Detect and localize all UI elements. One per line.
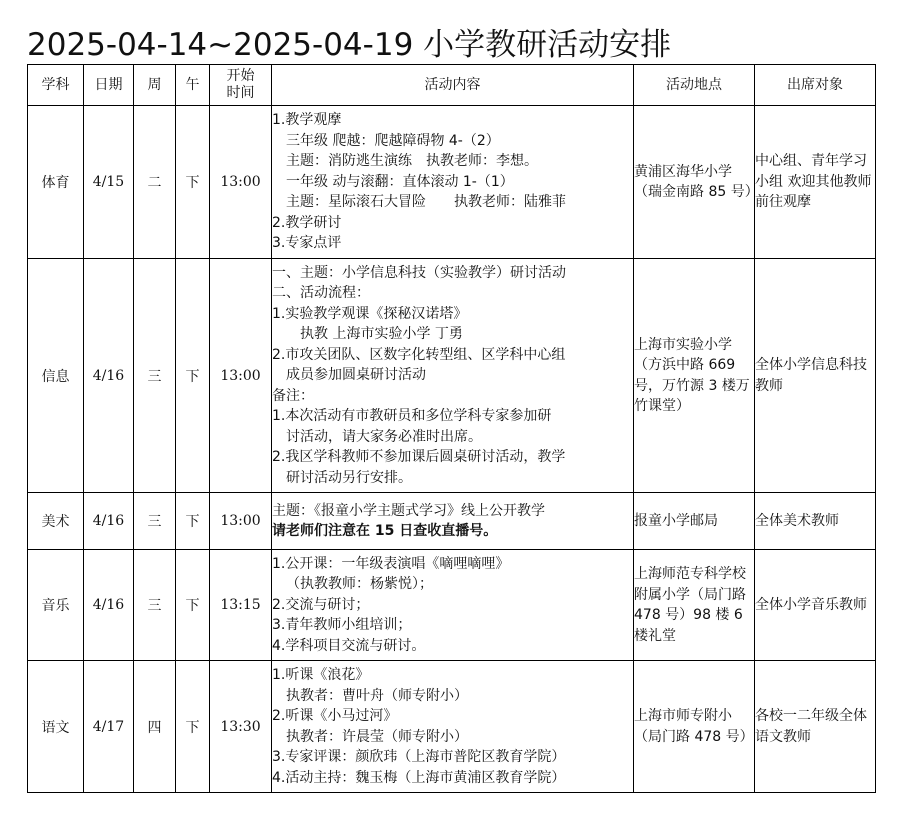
cell-audience xyxy=(755,493,876,550)
cell-weekday: 三 xyxy=(134,550,176,661)
content-line: 4.学科项目交流与研讨。 xyxy=(272,637,426,654)
cell-time: 13:00 xyxy=(210,259,272,493)
header-start-time xyxy=(210,65,272,106)
cell-content xyxy=(272,661,634,793)
cell-location xyxy=(634,550,755,661)
header-row xyxy=(28,65,876,106)
content-line: 1.听课《浪花》 xyxy=(272,667,370,683)
content-line: 4.活动主持：魏玉梅（上海市黄浦区教育学院） xyxy=(272,769,566,786)
audience-text: 中心组、青年学习小组 欢迎其他教师前往观摩 xyxy=(755,153,872,211)
content-line: 主题：星际滚石大冒险 执教老师：陆雅菲 xyxy=(286,194,566,211)
content-line: 2.教学研讨 xyxy=(272,214,342,231)
content-line: 成员参加圆桌研讨活动 xyxy=(286,367,426,384)
cell-weekday: 二 xyxy=(134,106,176,259)
content-line: 2.市攻关团队、区数字化转型组、区学科中心组 xyxy=(272,346,566,363)
content-line: 一年级 动与滚翻：直体滚动 1-（1） xyxy=(286,173,514,190)
cell-date: 4/16 xyxy=(84,550,134,661)
cell-halfday: 下 xyxy=(176,661,210,793)
cell-time: 13:00 xyxy=(210,106,272,259)
content-line: 执教者：曹叶舟（师专附小） xyxy=(286,687,468,704)
content-line: 2.听课《小马过河》 xyxy=(272,708,398,724)
content-line: 执教者：许晨莹（师专附小） xyxy=(286,728,468,745)
audience-text: 各校一二年级全体语文教师 xyxy=(755,708,867,745)
location-text: 上海师范专科学校附属小学（局门路 478 号）98 楼 6 楼礼堂 xyxy=(634,566,746,644)
cell-time: 13:00 xyxy=(210,493,272,550)
cell-weekday: 三 xyxy=(134,493,176,550)
content-line: 备注： xyxy=(272,387,314,404)
cell-date: 4/17 xyxy=(84,661,134,793)
content-line: 1.教学观摩 xyxy=(272,112,342,129)
cell-audience xyxy=(755,661,876,793)
schedule-table xyxy=(27,64,876,793)
content-line: 研讨活动另行安排。 xyxy=(286,469,412,486)
content-line: 3.专家评课：颜欣玮（上海市普陀区教育学院） xyxy=(272,749,566,765)
content-line: 讨活动，请大家务必准时出席。 xyxy=(286,428,482,445)
table-row xyxy=(28,661,876,793)
cell-audience xyxy=(755,106,876,259)
location-text: 上海市实验小学（方浜中路 669 号，万竹源 3 楼万竹课堂） xyxy=(634,336,750,414)
header-location: 活动地点 xyxy=(634,65,755,106)
content-line: 2.交流与研讨； xyxy=(272,596,370,613)
header-audience: 出席对象 xyxy=(755,65,876,106)
content-line: 主题：《报童小学主题式学习》线上公开教学 xyxy=(272,502,545,519)
cell-halfday: 下 xyxy=(176,106,210,259)
content-line: 1.本次活动有市教研员和多位学科专家参加研 xyxy=(272,408,552,425)
content-line: 2.我区学科教师不参加课后圆桌研讨活动，教学 xyxy=(272,449,566,466)
cell-location xyxy=(634,106,759,259)
location-text: 报童小学邮局 xyxy=(634,512,718,529)
header-date: 日期 xyxy=(84,65,134,106)
cell-subject: 美术 xyxy=(28,493,84,550)
content-line: 执教 上海市实验小学 丁勇 xyxy=(300,326,463,343)
content-line: 一、主题：小学信息科技（实验教学）研讨活动 xyxy=(272,264,566,281)
cell-location xyxy=(634,259,755,493)
cell-subject: 体育 xyxy=(28,106,84,259)
location-text: 上海市师专附小（局门路 478 号） xyxy=(634,708,754,745)
cell-audience xyxy=(755,550,876,661)
cell-content xyxy=(272,550,634,661)
audience-text: 全体小学信息科技教师 xyxy=(755,357,867,394)
table-row xyxy=(28,550,876,661)
cell-location xyxy=(634,493,755,550)
content-line: （执教教师：杨紫悦）； xyxy=(286,576,433,593)
header-subject: 学科 xyxy=(28,65,84,106)
cell-content xyxy=(272,493,634,550)
table-row xyxy=(28,259,876,493)
header-weekday: 周 xyxy=(134,65,176,106)
content-line: 1.实验教学观课《探秘汉诺塔》 xyxy=(272,305,468,322)
cell-weekday: 四 xyxy=(134,661,176,793)
content-line: 3.青年教师小组培训； xyxy=(272,617,412,634)
content-line: 3.专家点评 xyxy=(272,235,342,252)
cell-weekday: 三 xyxy=(134,259,176,493)
cell-time: 13:30 xyxy=(210,661,272,793)
cell-date: 4/15 xyxy=(84,106,134,259)
content-line: 请老师们注意在 15 日查收直播号。 xyxy=(272,523,498,539)
cell-subject: 音乐 xyxy=(28,550,84,661)
audience-text: 全体小学音乐教师 xyxy=(755,596,867,613)
content-line: 三年级 爬越：爬越障碍物 4-（2） xyxy=(286,132,500,149)
cell-date: 4/16 xyxy=(84,493,134,550)
cell-subject: 语文 xyxy=(28,661,84,793)
page-title: 2025-04-14~2025-04-19 小学教研活动安排 xyxy=(27,27,672,63)
cell-date: 4/16 xyxy=(84,259,134,493)
cell-time: 13:15 xyxy=(210,550,272,661)
header-start-time-line2: 时间 xyxy=(226,85,255,101)
content-line: 主题：消防逃生演练 执教老师：李想。 xyxy=(286,153,538,170)
content-line: 1.公开课：一年级表演唱《嘀哩嘀哩》 xyxy=(272,555,510,572)
cell-halfday: 下 xyxy=(176,259,210,493)
cell-location xyxy=(634,661,755,793)
cell-halfday: 下 xyxy=(176,550,210,661)
cell-halfday: 下 xyxy=(176,493,210,550)
header-halfday: 午 xyxy=(176,65,210,106)
header-start-time-line1: 开始 xyxy=(226,68,255,84)
cell-audience xyxy=(755,259,876,493)
cell-content xyxy=(272,106,634,259)
table-row xyxy=(28,106,876,259)
cell-content xyxy=(272,259,634,493)
location-text: 黄浦区海华小学（瑞金南路 85 号） xyxy=(634,163,759,200)
content-line: 二、活动流程： xyxy=(272,285,370,302)
header-content: 活动内容 xyxy=(272,65,634,106)
table-row xyxy=(28,493,876,550)
audience-text: 全体美术教师 xyxy=(755,512,839,529)
cell-subject: 信息 xyxy=(28,259,84,493)
